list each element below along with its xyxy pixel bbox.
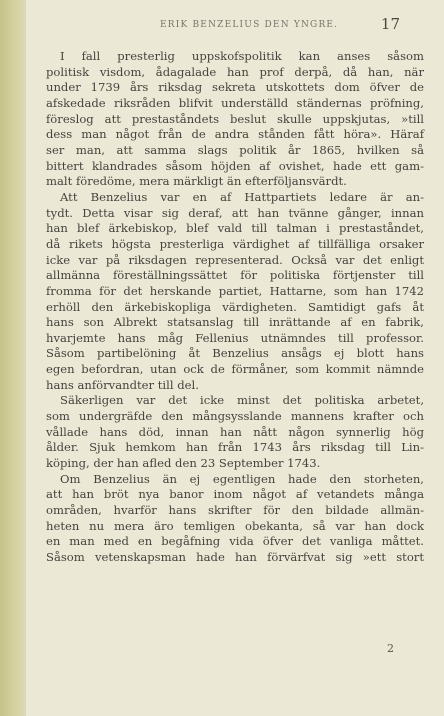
- text-line: föreslog att prestaståndets beslut skulle uppskjutas, »till: [46, 111, 424, 126]
- text-line: bittert klandrades såsom höjden af ovishet, hade ett gam-: [46, 158, 424, 173]
- text-line: I fall presterlig uppskofspolitik kan anses såsom: [60, 49, 424, 63]
- text-line: malt föredöme, mera märkligt än efterföljansvärdt.: [46, 174, 347, 189]
- text-line: erhöll den ärkebiskopliga värdigheten. Samtidigt gafs åt: [46, 299, 424, 314]
- text-line: hans anförvandter till del.: [46, 377, 199, 392]
- page-number: 17: [380, 15, 400, 33]
- running-head: ERIK BENZELIUS DEN YNGRE.: [160, 20, 339, 30]
- page-header: [26, 14, 444, 38]
- text-line: icke var på riksdagen representerad. Också var det enligt: [46, 252, 424, 267]
- text-line: dess man något från de andra stånden fått höra». Häraf: [46, 127, 424, 142]
- text-line: han blef ärkebiskop, blef vald till talman i prestaståndet,: [46, 221, 424, 236]
- book-page: [26, 0, 444, 716]
- text-line: tydt. Detta visar sig deraf, att han tvänne gånger, innan: [46, 205, 424, 220]
- text-line: områden, hvarför hans skrifter för den bildade allmän-: [46, 503, 424, 518]
- text-line: ser man, att samma slags politik år 1865, hvilken så: [46, 142, 424, 157]
- text-line: Såsom vetenskapsman hade han förvärfvat sig »ett stort: [46, 550, 424, 564]
- text-line: en man med en begåfning vida öfver det vanliga måttet.: [46, 534, 424, 549]
- paragraph: [46, 393, 424, 471]
- text-line: som undergräfde den mångsysslande mannens krafter och: [46, 409, 424, 424]
- text-line: fromma för det herskande partiet, Hattarne, som han 1742: [46, 283, 424, 298]
- text-line: då rikets högsta presterliga värdighet af tillfälliga orsaker: [46, 236, 424, 251]
- text-line: köping, der han afled den 23 September 1743.: [46, 456, 321, 471]
- text-line: politisk visdom, ådagalade han prof derpå, då han, när: [46, 64, 424, 79]
- text-line: att han bröt nya banor inom något af vetandets många: [46, 487, 424, 502]
- text-line: hvarjemte hans måg Fellenius utnämndes till professor.: [46, 330, 424, 345]
- paragraph: [46, 472, 424, 566]
- text-line: under 1739 års riksdag sekreta utskottets dom öfver de: [46, 80, 424, 95]
- paragraph: [46, 190, 424, 394]
- text-line: Såsom partibelöning åt Benzelius ansågs ej blott hans: [46, 346, 424, 361]
- text-line: heten nu mera äro temligen obekanta, så var han dock: [46, 518, 424, 533]
- paragraph: [46, 49, 424, 190]
- text-line: ålder. Sjuk hemkom han från 1743 års riksdag till Lin-: [46, 440, 424, 455]
- text-line: afskedade riksråden blifvit underställd ständernas pröfning,: [46, 95, 424, 110]
- text-line: hans son Albrekt statsanslag till inrättande af en fabrik,: [46, 315, 424, 330]
- signature-mark: 2: [387, 642, 394, 655]
- text-line: egen befordran, utan ock de förmåner, som kommit nämnde: [46, 362, 424, 377]
- text-line: Säkerligen var det icke minst det politiska arbetet,: [60, 393, 424, 408]
- text-line: allmänna föreställningssättet för politiska förtjenster till: [46, 268, 424, 283]
- text-line: Om Benzelius än ej egentligen hade den storheten,: [60, 471, 424, 486]
- book-gutter: [0, 0, 26, 716]
- text-line: vållade hans död, innan han nått någon synnerlig hög: [46, 424, 424, 439]
- text-line: Att Benzelius var en af Hattpartiets ledare är an-: [60, 189, 424, 204]
- page-body: [46, 49, 424, 566]
